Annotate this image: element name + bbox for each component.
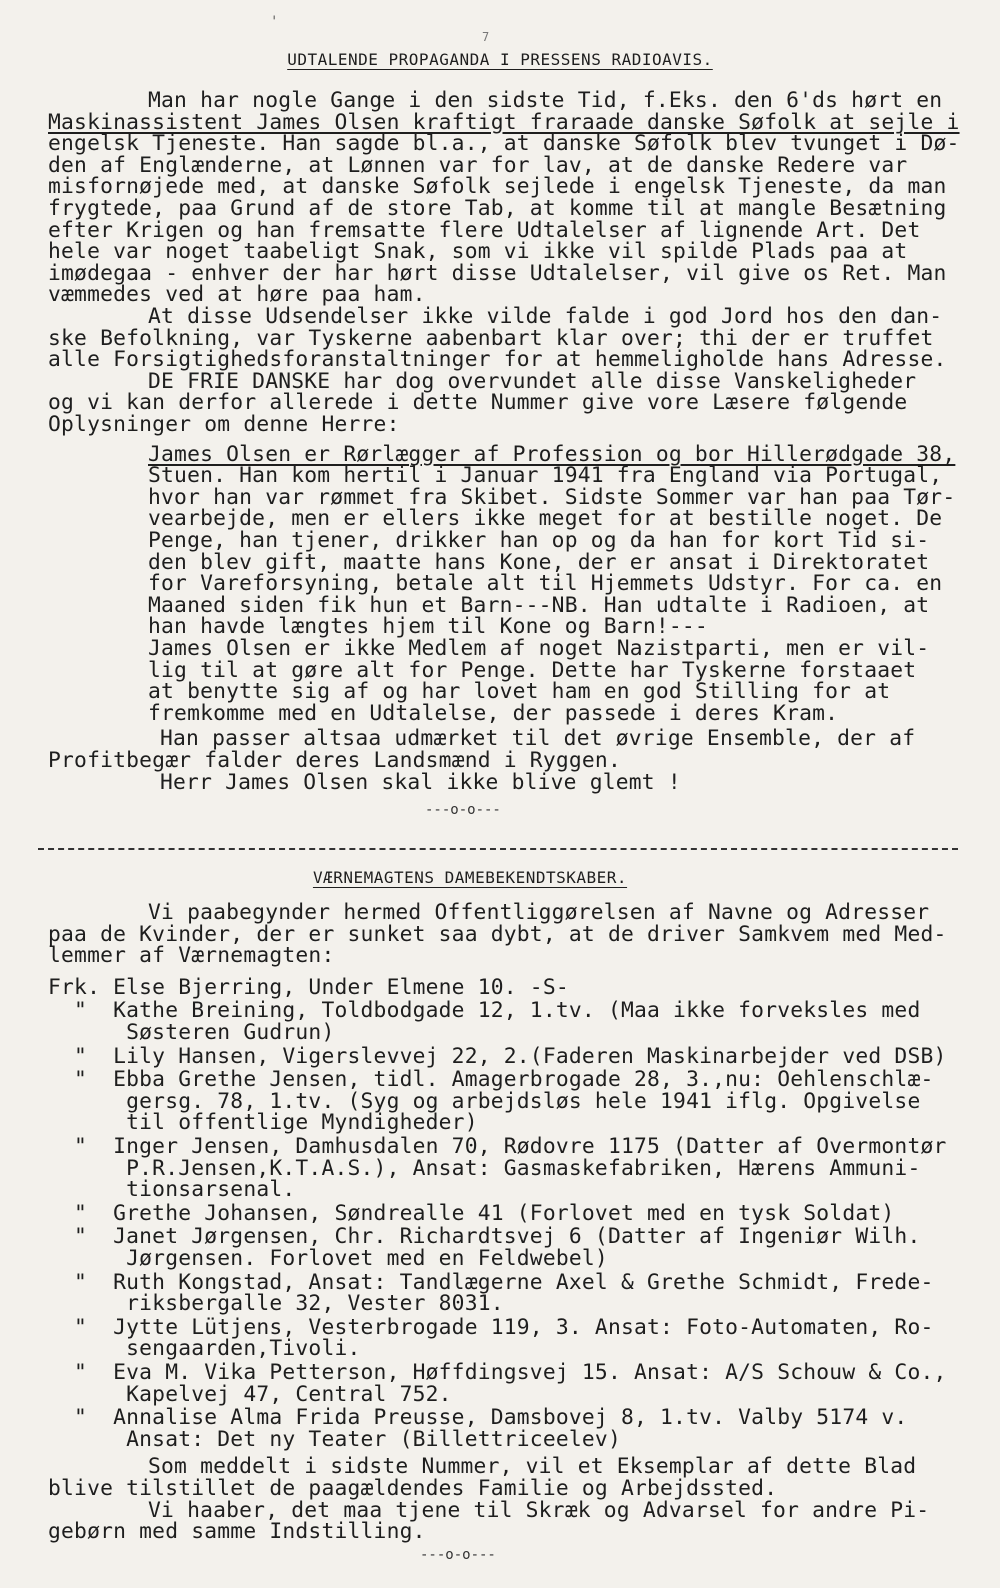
- list-item: " Jytte Lütjens, Vesterbrogade 119, 3. Ansat: Foto-Automaten, Ro-: [48, 1314, 934, 1340]
- list-item: Kapelvej 47, Central 752.: [48, 1381, 452, 1407]
- paragraph-line: At disse Udsendelser ikke vilde falde i god Jord hos den dan-: [148, 304, 943, 329]
- paragraph-line: gebørn med samme Indstilling.: [48, 1519, 426, 1545]
- list-item: Ansat: Det ny Teater (Billettriceelev): [48, 1426, 621, 1452]
- indented-line: han havde længtes hjem til Kone og Barn!---: [148, 614, 708, 640]
- list-item: " Inger Jensen, Damhusdalen 70, Rødovre 1175 (Datter af Overmontør: [48, 1134, 947, 1159]
- indented-line: lig til at gøre alt for Penge. Dette har Tyskerne forstaaet: [148, 657, 917, 683]
- paragraph-line: paa de Kvinder, der er sunket saa dybt, at de driver Samkvem med Med-: [48, 921, 947, 947]
- section-divider: [38, 848, 958, 850]
- list-item: P.R.Jensen,K.T.A.S.), Ansat: Gasmaskefabriken, Hærens Ammuni-: [48, 1155, 921, 1181]
- indented-line: James Olsen er ikke Medlem af noget Nazistparti, men er vil-: [148, 636, 930, 661]
- list-item: til offentlige Myndigheder): [48, 1110, 478, 1136]
- paragraph-line: Han passer altsaa udmærket til det øvrige Ensemble, der af: [160, 726, 916, 752]
- list-item: " Janet Jørgensen, Chr. Richardtsvej 6 (Datter af Ingeniør Wilh.: [48, 1224, 921, 1250]
- paragraph-line: Vi paabegynder hermed Offentliggørelsen af Navne og Adresser: [148, 900, 930, 925]
- list-item: sengaarden,Tivoli.: [48, 1336, 361, 1362]
- paragraph-line: alle Forsigtighedsforanstaltninger for at hemmeligholde hans Adresse.: [48, 347, 947, 373]
- paragraph-line: efter Krigen og han fremsatte flere Udtalelser af lignende Art. Det: [48, 217, 921, 243]
- indented-line: James Olsen er Rørlægger af Profession og bor Hillerødgade 38,: [148, 441, 956, 467]
- paragraph-line: Maskinassistent James Olsen kraftigt fraraade danske Søfolk at sejle i: [48, 109, 960, 135]
- list-item: " Annalise Alma Frida Preusse, Damsbovej 8, 1.tv. Valby 5174 v.: [48, 1405, 908, 1431]
- paragraph-line: Man har nogle Gange i den sidste Tid, f.Eks. den 6'ds hørt en: [148, 88, 943, 113]
- paragraph-line: engelsk Tjeneste. Han sagde bl.a., at danske Søfolk blev tvunget i Dø-: [48, 131, 960, 157]
- paragraph-line: misfornøjede med, at danske Søfolk sejlede i engelsk Tjeneste, da man: [48, 174, 947, 200]
- paragraph-line: og vi kan derfor allerede i dette Nummer give vore Læsere følgende: [48, 390, 908, 416]
- separator-mark: ---o-o---: [420, 1546, 496, 1563]
- indented-line: Penge, han tjener, drikker han op og da han for kort Tid si-: [148, 528, 930, 553]
- list-item: " Ruth Kongstad, Ansat: Tandlægerne Axel & Grethe Schmidt, Frede-: [48, 1269, 934, 1295]
- page-number: 7: [482, 30, 490, 44]
- list-item: riksbergalle 32, Vester 8031.: [48, 1291, 504, 1317]
- list-item: " Lily Hansen, Vigerslevvej 22, 2.(Faderen Maskinarbejder ved DSB): [48, 1043, 947, 1069]
- indented-line: hvor han var rømmet fra Skibet. Sidste Sommer var han paa Tør-: [148, 484, 956, 510]
- paragraph-line: hele var noget taabeligt Snak, som vi ikke vil spilde Plads paa at: [48, 239, 908, 265]
- closing-line: Herr James Olsen skal ikke blive glemt !: [160, 769, 681, 795]
- paragraph-line: væmmedes ved at høre paa ham.: [48, 282, 426, 308]
- paragraph-line: DE FRIE DANSKE har dog overvundet alle disse Vanskeligheder: [148, 368, 917, 394]
- list-item: Jørgensen. Forlovet med en Feldwebel): [48, 1246, 608, 1271]
- list-item: " Eva M. Vika Petterson, Høffdingsvej 15. Ansat: A/S Schouw & Co.,: [48, 1360, 947, 1385]
- indented-line: fremkomme med en Udtalelse, der passede i deres Kram.: [148, 700, 839, 726]
- paragraph-line: Oplysninger om denne Herre:: [48, 412, 400, 437]
- header-mark: ': [270, 14, 279, 30]
- paragraph-line: den af Englænderne, at Lønnen var for lav, at de danske Redere var: [48, 152, 908, 178]
- paragraph-line: Profitbegær falder deres Landsmænd i Ryggen.: [48, 748, 621, 773]
- list-item: Søsteren Gudrun): [48, 1020, 335, 1045]
- indented-line: den blev gift, maatte hans Kone, der er ansat i Direktoratet: [148, 549, 930, 575]
- paragraph-line: ske Befolkning, var Tyskerne aabenbart klar over; thi der er truffet: [48, 325, 934, 351]
- list-item: gersg. 78, 1.tv. (Syg og arbejdsløs hele 1941 iflg. Opgivelse: [48, 1088, 921, 1114]
- indented-line: Maaned siden fik hun et Barn---NB. Han udtalte i Radioen, at: [148, 592, 930, 618]
- list-item: tionsarsenal.: [48, 1177, 296, 1203]
- section2-title: VÆRNEMAGTENS DAMEBEKENDTSKABER.: [312, 868, 628, 887]
- list-item: Frk. Else Bjerring, Under Elmene 10. -S-: [48, 974, 569, 1000]
- list-item: " Kathe Breining, Toldbodgade 12, 1.tv. (Maa ikke forveksles med: [48, 998, 921, 1024]
- section1-title: UDTALENDE PROPAGANDA I PRESSENS RADIOAVIS.: [287, 50, 713, 69]
- indented-line: vearbejde, men er ellers ikke meget for at bestille noget. De: [148, 506, 943, 532]
- separator-mark: ---o-o---: [425, 801, 501, 818]
- paragraph-line: Som meddelt i sidste Nummer, vil et Eksemplar af dette Blad: [148, 1454, 917, 1480]
- paragraph-line: imødegaa - enhver der har hørt disse Udtalelser, vil give os Ret. Man: [48, 260, 947, 286]
- indented-line: at benytte sig af og har lovet ham en god Stilling for at: [148, 679, 891, 705]
- paragraph-line: Vi haaber, det maa tjene til Skræk og Advarsel for andre Pi-: [148, 1497, 930, 1523]
- list-item: " Grethe Johansen, Søndrealle 41 (Forlovet med en tysk Soldat): [48, 1200, 895, 1226]
- paragraph-line: lemmer af Værnemagten:: [48, 943, 335, 969]
- list-item: " Ebba Grethe Jensen, tidl. Amagerbrogade 28, 3.,nu: Oehlenschlæ-: [48, 1067, 934, 1093]
- paragraph-line: blive tilstillet de paagældendes Familie og Arbejdssted.: [48, 1476, 778, 1501]
- indented-line: for Vareforsyning, betale alt til Hjemmets Udstyr. For ca. en: [148, 571, 943, 597]
- paragraph-line: frygtede, paa Grund af de store Tab, at komme til at mangle Besætning: [48, 196, 947, 221]
- indented-line: Stuen. Han kom hertil i Januar 1941 fra England via Portugal,: [148, 463, 943, 489]
